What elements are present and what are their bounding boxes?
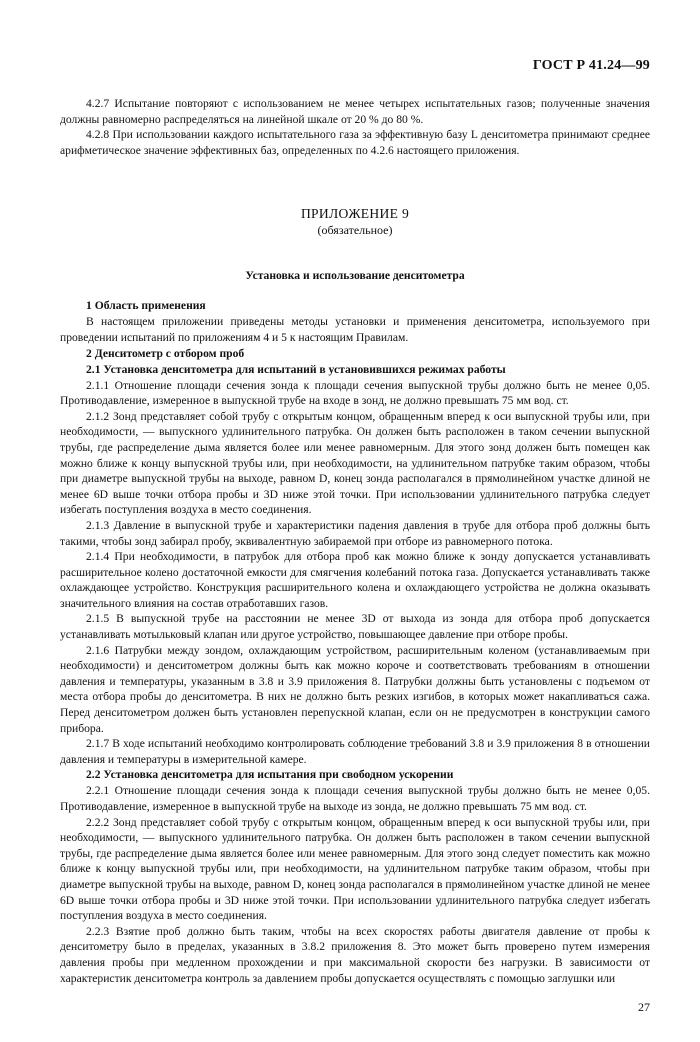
section-1-text: В настоящем приложении приведены методы установки и применения денситометра, используемого при проведении испытаний по приложениям 4 и 5 к настоящим Правилам.: [60, 315, 650, 344]
document-page: [60, 58, 650, 986]
paragraph-2-1-4: 2.1.4 При необходимости, в патрубок для отбора проб как можно ближе к зонду допускается устанавливать расширительное колено достаточной емкости для смягчения колебаний потока газа. Допускается устанавливать также охлаждающее устройство. Конструкция расширительного колена и охлаждающего устройства не должна оказывать значительного влияния на состав отработавших газов.: [60, 550, 650, 610]
paragraph-2-1-2: 2.1.2 Зонд представляет собой трубу с открытым концом, обращенным вперед к оси выпускной трубы или, при необходимости, — выпускного удлинительного патрубка. Он должен быть расположен в таком сечении выпускной трубы, где распределение дыма является более или менее равномерным. Для этого зонд должен быть помещен как можно ближе к концу выпускной трубы или, при необходимости, на удлинительном патрубке таким образом, чтобы при диаметре выпускной трубы на выходе, равном D, конец зонда располагался в прямолинейном участке длиной не менее 6D выше точки отбора пробы и 3D ниже этой точки. При использовании удлинительного патрубка следует избегать поступления воздуха в место соединения.: [60, 409, 650, 517]
paragraph-2-1-7: 2.1.7 В ходе испытаний необходимо контролировать соблюдение требований 3.8 и 3.9 приложения 8 в отношении давления и температуры в измерительной камере.: [60, 737, 650, 766]
paragraph-4-2-8: 4.2.8 При использовании каждого испытательного газа за эффективную базу L денситометра принимают среднее арифметическое значение эффективных баз, определенных по 4.2.6 настоящего приложения.: [60, 128, 650, 157]
appendix-subtitle: (обязательное): [317, 223, 393, 238]
paragraph-2-2-2: 2.2.2 Зонд представляет собой трубу с открытым концом, обращенным вперед к оси выпускной трубы или, при необходимости, — выпускного удлинительного патрубка. Он должен быть расположен в таком сечении выпускной трубы, где распределение дыма является более или менее равномерным. Для этого зонд следует поместить как можно ближе к концу выпускной трубы или, при необходимости, на удлинительном патрубке таким образом, чтобы при диаметре выпускной трубы на выходе, равном D, конец зонда располагался в прямолинейном участке длиной не менее 6D выше точки отбора пробы и 3D ниже этой точки. При использовании удлинительного патрубка следует избегать поступления воздуха в место соединения.: [60, 815, 650, 923]
paragraph-2-2-1: 2.2.1 Отношение площади сечения зонда к площади сечения выпускной трубы должно быть не менее 0,05. Противодавление, измеренное в выпускной трубе на выходе из зонда, не должно превышать 75 мм вод. ст.: [60, 784, 650, 813]
paragraph-2-1-3: 2.1.3 Давление в выпускной трубе и характеристики падения давления в трубе для отбора проб должны быть такими, чтобы зонд забирал пробу, эквивалентную забираемой при отборе из равномерного потока.: [60, 518, 650, 548]
paragraph-2-1-5: 2.1.5 В выпускной трубе на расстоянии не менее 3D от выхода из зонда для отбора проб допускается устанавливать мотыльковый клапан или другое устройство, повышающее давление при отборе пробы.: [60, 612, 650, 642]
standard-code-header: ГОСТ Р 41.24—99: [532, 58, 650, 73]
paragraph-2-2-3: 2.2.3 Взятие проб должно быть таким, чтобы на всех скоростях работы двигателя давление от пробы к денситометру было в пределах, указанных в 3.8.2 приложения 8. Это может быть проверено путем измерения давления пробы при медленном прохождении и при максимальной скорости без нагрузки. В зависимости от характеристик денситометра контроль за давлением пробы допускается осуществлять с помощью заглушки или: [60, 924, 650, 985]
paragraph-4-2-7: 4.2.7 Испытание повторяют с использованием не менее четырех испытательных газов; полученные значения должны равномерно распределяться на линейной шкале от 20 % до 80 %.: [60, 97, 650, 126]
paragraph-2-1-6: 2.1.6 Патрубки между зондом, охлаждающим устройством, расширительным коленом (устанавливаемым при необходимости) и денситометром должны быть как можно короче и соответствовать требованиям в отношении давления и температуры, указанным в 3.8 и 3.9 приложения 8. Патрубки должны быть установлены с подъемом от места отбора пробы до денситометра. В них не должно быть резких изгибов, в которых может накапливаться сажа. Перед денситометром должен быть установлен перепускной клапан, если он не предусмотрен в конструкции самого прибора.: [60, 643, 650, 735]
section-2-2-title: 2.2 Установка денситометра для испытания при свободном ускорении: [86, 768, 454, 782]
page-number: 27: [638, 1000, 650, 1014]
paragraph-2-1-1: 2.1.1 Отношение площади сечения зонда к площади сечения выпускной трубы должно быть не менее 0,05. Противодавление, измеренное в выпускной трубе на входе в зонд, не должно превышать 75 мм вод. ст.: [60, 378, 650, 408]
section-2-title: 2 Денситометр с отбором проб: [86, 346, 245, 360]
section-2-1-title: 2.1 Установка денситометра для испытаний в установившихся режимах работы: [86, 362, 506, 376]
section-1-title: 1 Область применения: [86, 299, 206, 313]
appendix-title: ПРИЛОЖЕНИЕ 9: [300, 206, 410, 222]
appendix-heading: Установка и использование денситометра: [245, 269, 465, 283]
